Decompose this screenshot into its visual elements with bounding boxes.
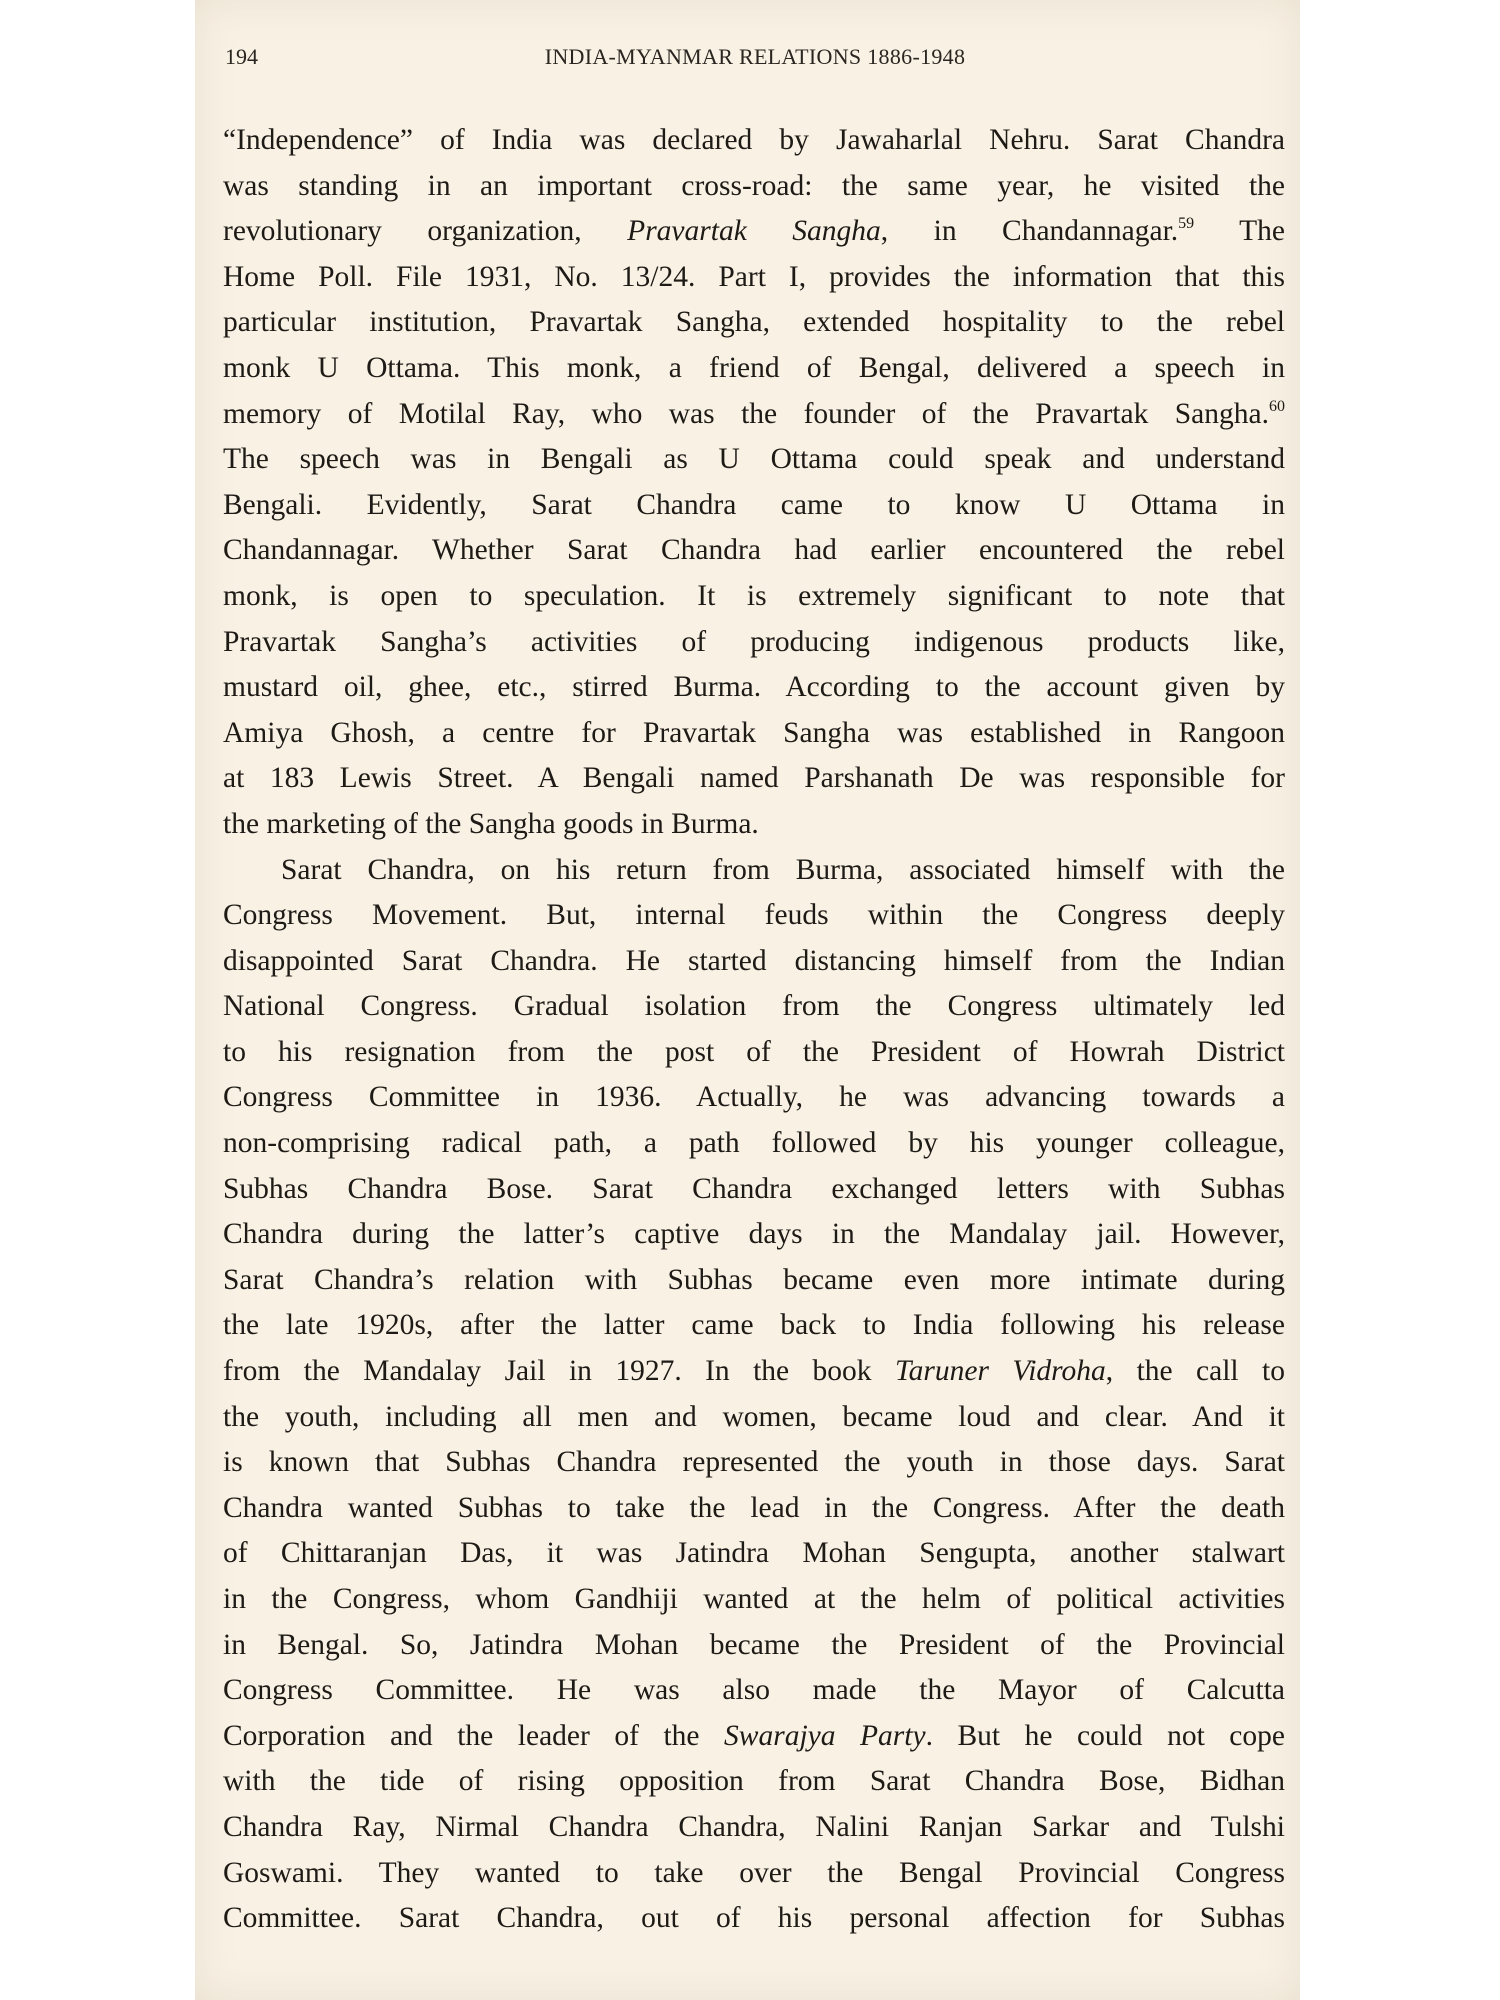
text-line: with the tide of rising opposition from Sarat Chandra Bose, Bidhan (223, 1765, 1285, 1798)
text-line: Congress Committee. He was also made the Mayor of Calcutta (223, 1674, 1285, 1707)
paragraph-1 (223, 118, 1285, 848)
italic-title: Swarajya Party (724, 1719, 926, 1752)
text-line: from the Mandalay Jail in 1927. In the book Taruner Vidroha, the call to (223, 1355, 1285, 1388)
text-line: Chandra wanted Subhas to take the lead in the Congress. After the death (223, 1491, 1285, 1524)
text-line: Chandra during the latter’s captive days in the Mandalay jail. However, (223, 1218, 1285, 1251)
text-line: Committee. Sarat Chandra, out of his personal affection for Subhas (223, 1902, 1285, 1935)
text-line: of Chittaranjan Das, it was Jatindra Mohan Sengupta, another stalwart (223, 1537, 1285, 1570)
text-line: Congress Committee in 1936. Actually, he was advancing towards a (223, 1081, 1285, 1114)
text-line: Home Poll. File 1931, No. 13/24. Part I, provides the information that this (223, 260, 1285, 293)
text-line: “Independence” of India was declared by Jawaharlal Nehru. Sarat Chandra (223, 124, 1285, 156)
text-line: mustard oil, ghee, etc., stirred Burma. According to the account given by (223, 671, 1285, 704)
text-line: Amiya Ghosh, a centre for Pravartak Sangha was established in Rangoon (223, 716, 1285, 749)
text-line: Chandannagar. Whether Sarat Chandra had earlier encountered the rebel (223, 534, 1285, 567)
text-line: in Bengal. So, Jatindra Mohan became the President of the Provincial (223, 1628, 1285, 1661)
text-line: Sarat Chandra’s relation with Subhas became even more intimate during (223, 1263, 1285, 1296)
text-line: The speech was in Bengali as U Ottama could speak and understand (223, 443, 1285, 476)
text-line: Congress Movement. But, internal feuds within the Congress deeply (223, 899, 1285, 932)
text-line: Pravartak Sangha’s activities of producing indigenous products like, (223, 625, 1285, 658)
text-line: in the Congress, whom Gandhiji wanted at the helm of political activities (223, 1583, 1285, 1615)
text-line: disappointed Sarat Chandra. He started distancing himself from the Indian (223, 944, 1285, 977)
text-line: Bengali. Evidently, Sarat Chandra came to know U Ottama in (223, 488, 1285, 521)
text-line: monk, is open to speculation. It is extremely significant to note that (223, 579, 1285, 612)
italic-title: Pravartak Sangha (627, 215, 881, 248)
text-line: monk U Ottama. This monk, a friend of Bengal, delivered a speech in (223, 351, 1285, 384)
page-number: 194 (225, 44, 258, 69)
text-line: memory of Motilal Ray, who was the founder of the Pravartak Sangha.$^{60}$ (223, 397, 1285, 430)
text-line: Subhas Chandra Bose. Sarat Chandra exchanged letters with Subhas (223, 1172, 1285, 1205)
page-header (225, 44, 1285, 84)
italic-title: Taruner Vidroha (894, 1355, 1106, 1388)
text-line: National Congress. Gradual isolation from the Congress ultimately led (223, 990, 1285, 1023)
text-line: non-comprising radical path, a path followed by his younger colleague, (223, 1127, 1285, 1160)
text-line: is known that Subhas Chandra represented the youth in those days. Sarat (223, 1446, 1285, 1479)
running-title: INDIA-MYANMAR RELATIONS 1886-1948 (544, 44, 966, 69)
footnote-marker: 59 (1178, 215, 1195, 233)
book-page (195, 0, 1300, 2000)
text-line: the youth, including all men and women, became loud and clear. And it (223, 1400, 1285, 1433)
body-text (223, 118, 1285, 1942)
text-line: particular institution, Pravartak Sangha, extended hospitality to the rebel (223, 306, 1285, 339)
text-line: revolutionary organization, Pravartak Sangha, in Chandannagar.$^{59}$ The (223, 215, 1285, 248)
text-line: Chandra Ray, Nirmal Chandra Chandra, Nalini Ranjan Sarkar and Tulshi (223, 1810, 1285, 1843)
text-line: was standing in an important cross-road: the same year, he visited the (223, 169, 1285, 202)
text-line: Sarat Chandra, on his return from Burma, associated himself with the (281, 853, 1285, 886)
text-line: the marketing of the Sangha goods in Burma. (223, 807, 759, 840)
text-line: to his resignation from the post of the President of Howrah District (223, 1035, 1285, 1068)
paragraph-2 (223, 848, 1285, 1942)
text-line: Corporation and the leader of the Swarajya Party. But he could not cope (223, 1719, 1285, 1752)
footnote-marker: 60 (1269, 397, 1285, 415)
text-line: Goswami. They wanted to take over the Bengal Provincial Congress (223, 1856, 1285, 1889)
text-line: the late 1920s, after the latter came back to India following his release (223, 1309, 1285, 1342)
text-line: at 183 Lewis Street. A Bengali named Parshanath De was responsible for (223, 762, 1285, 795)
